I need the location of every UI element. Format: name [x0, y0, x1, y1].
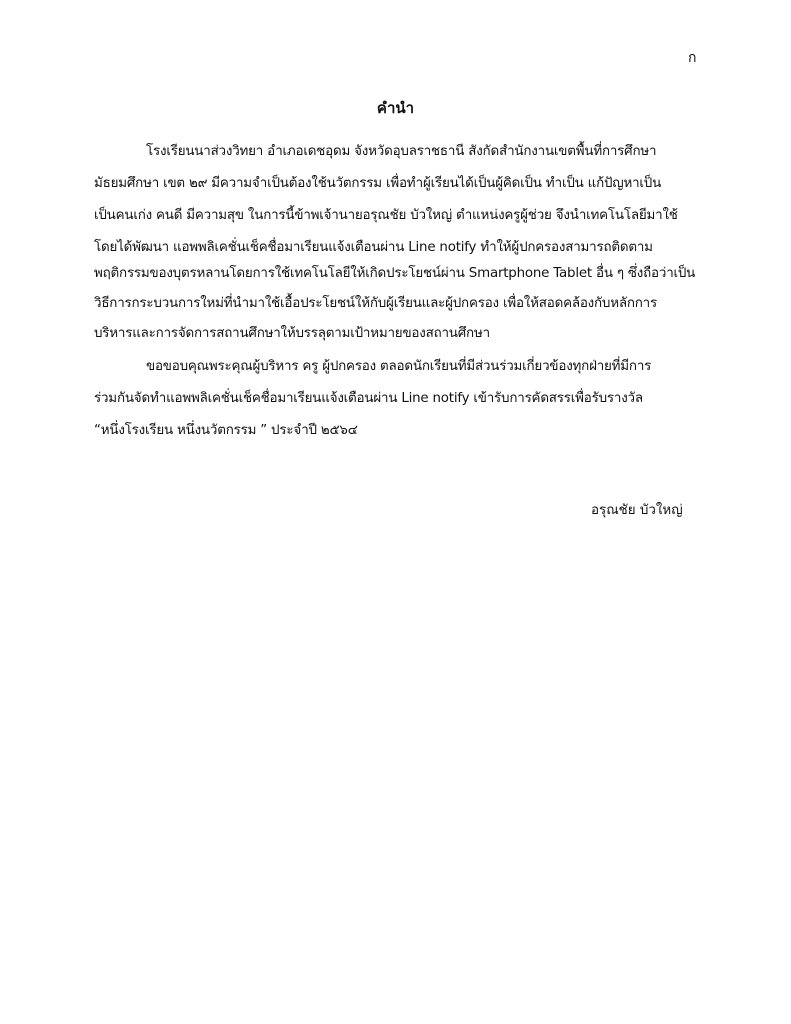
paragraph-line: มัธยมศึกษา เขต ๒๙ มีความจำเป็นต้องใช้นวัตกรรม เพื่อทำผู้เรียนได้เป็นผู้คิดเป็น ทำเป็น แก้ปัญหาเป็น [94, 176, 662, 191]
author-signature: อรุณชัย บัวใหญ่ [591, 503, 683, 518]
paragraph-line: ขอขอบคุณพระคุณผู้บริหาร ครู ผู้ปกครอง ตลอดนักเรียนที่มีส่วนร่วมเกี่ยวข้องทุกฝ่ายที่มีการ [146, 359, 652, 374]
paragraph-line: เป็นคนเก่ง คนดี มีความสุข ในการนี้ข้าพเจ้านายอรุณชัย บัวใหญ่ ตำแหน่งครูผู้ช่วย จึงนำเทคโนโลยีมาใช้ [94, 208, 678, 223]
page-number: ก [688, 50, 697, 66]
paragraph-line: บริหารและการจัดการสถานศึกษาให้บรรลุตามเป้าหมายของสถานศึกษา [94, 326, 490, 341]
paragraph-line: วิธีการกระบวนการใหม่ที่นำมาใช้เอื้อประโยชน์ให้กับผู้เรียนและผู้ปกครอง เพื่อให้สอดคล้องกับหลักการ [94, 296, 657, 311]
paragraph-line: ร่วมกันจัดทำแอพพลิเคชั่นเช็คชื่อมาเรียนแจ้งเตือนผ่าน Line notify เข้ารับการคัดสรรเพื่อรับรางวัล [94, 391, 643, 406]
paragraph-line: “หนึ่งโรงเรียน หนึ่งนวัตกรรม ” ประจำปี ๒๕๖๔ [94, 423, 358, 438]
paragraph-line: โดยได้พัฒนา แอพพลิเคชั่นเช็คชื่อมาเรียนแจ้งเตือนผ่าน Line notify ทำให้ผู้ปกครองสามารถติดตาม [94, 240, 653, 255]
paragraph-line: พฤติกรรมของบุตรหลานโดยการใช้เทคโนโลยีให้เกิดประโยชน์ผ่าน Smartphone Tablet อื่น ๆ ซึ่งถือว่าเป็น [94, 266, 696, 281]
page-title: คำนำ [376, 99, 415, 117]
paragraph-line: โรงเรียนนาส่วงวิทยา อำเภอเดชอุดม จังหวัดอุบลราชธานี สังกัดสำนักงานเขตพื้นที่การศึกษา [146, 144, 657, 159]
